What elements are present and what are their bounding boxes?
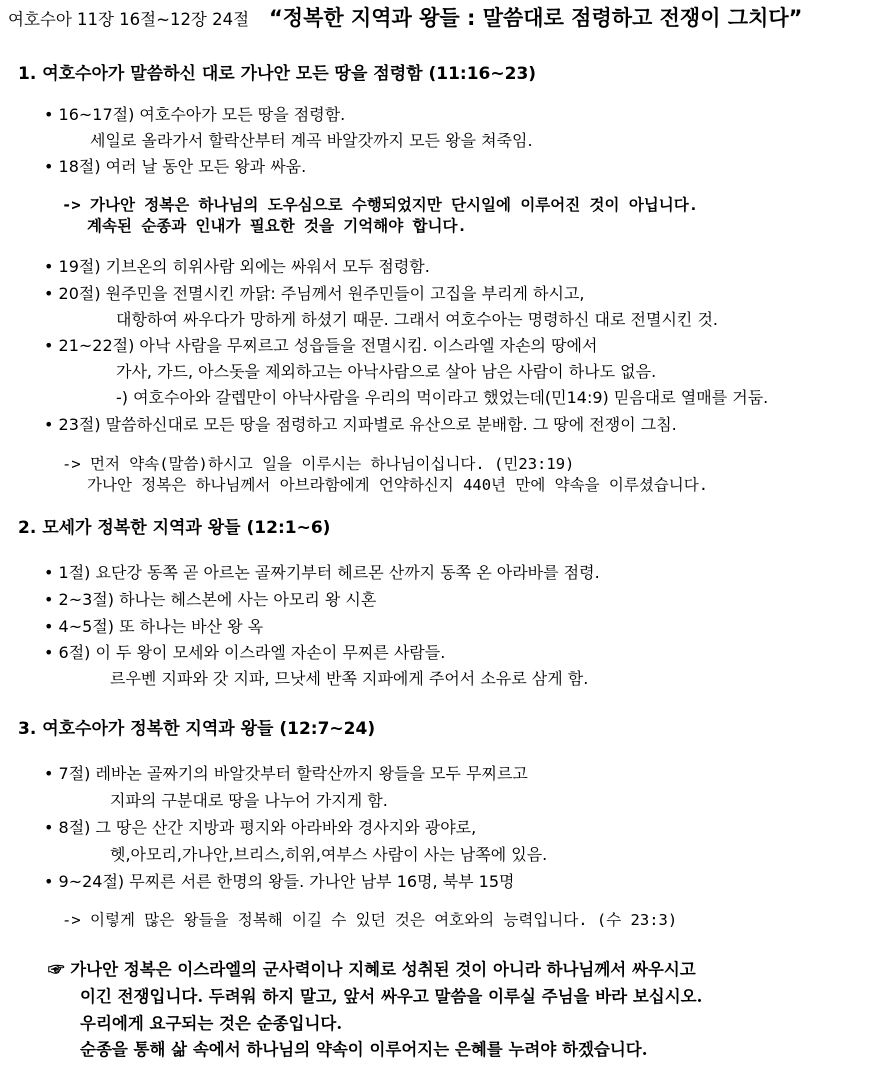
continuation-line: 지파의 구분대로 땅을 나누어 가지게 함. — [110, 791, 388, 810]
note-continuation: 계속된 순종과 인내가 필요한 것을 기억해야 합니다. — [87, 217, 467, 235]
bullet-line: • 2~3절) 하나는 헤스본에 사는 아모리 왕 시혼 — [44, 590, 377, 609]
continuation-line: 대항하여 싸우다가 망하게 하셨기 때문. 그래서 여호수아는 명령하신 대로 전멸시킨 것. — [116, 310, 718, 329]
bullet-line: • 16~17절) 여호수아가 모든 땅을 점령함. — [44, 105, 346, 124]
section-heading-3: 3. 여호수아가 정복한 지역과 왕들 (12:7~24) — [18, 719, 376, 739]
continuation-line: 르우벤 지파와 갓 지파, 므낫세 반쪽 지파에게 주어서 소유로 삼게 함. — [110, 669, 589, 688]
bullet-line: • 18절) 여러 날 동안 모든 왕과 싸움. — [44, 157, 307, 176]
conclusion-line: 이긴 전쟁입니다. 두려워 하지 말고, 앞서 싸우고 말씀을 이루실 주님을 바라 보십시오. — [80, 987, 703, 1006]
conclusion-line: 우리에게 요구되는 것은 순종입니다. — [80, 1014, 343, 1033]
bullet-line: • 4~5절) 또 하나는 바산 왕 옥 — [44, 617, 264, 636]
bullet-line: • 8절) 그 땅은 산간 지방과 평지와 아라바와 경사지와 광야로, — [44, 818, 477, 837]
bullet-line: • 6절) 이 두 왕이 모세와 이스라엘 자손이 무찌른 사람들. — [44, 643, 446, 662]
page-title: “정복한 지역과 왕들 : 말씀대로 점령하고 전쟁이 그치다” — [269, 6, 803, 30]
conclusion-line: 순종을 통해 삶 속에서 하나님의 약속이 이루어지는 은혜를 누려야 하겠습니다. — [80, 1040, 648, 1059]
bullet-line: • 7절) 레바논 골짜기의 바알갓부터 할락산까지 왕들을 모두 무찌르고 — [44, 764, 528, 783]
bullet-line: • 21~22절) 아낙 사람을 무찌르고 성읍들을 전멸시킴. 이스라엘 자손의 땅에서 — [44, 336, 598, 355]
bullet-line: • 23절) 말씀하신대로 모든 땅을 점령하고 지파별로 유산으로 분배함. 그 땅에 전쟁이 그침. — [44, 415, 677, 434]
bullet-line: • 9~24절) 무찌른 서른 한명의 왕들. 가나안 남부 16명, 북부 15명 — [44, 872, 515, 891]
note-line: -> 먼저 약속(말씀)하시고 일을 이루시는 하나님이십니다. (민23:19) — [62, 455, 575, 473]
continuation-line: 세일로 올라가서 할락산부터 계곡 바알갓까지 모든 왕을 쳐죽임. — [90, 131, 533, 150]
note-line: -> 가나안 정복은 하나님의 도우심으로 수행되었지만 단시일에 이루어진 것이 아닙니다. — [62, 196, 699, 214]
bullet-line: • 20절) 원주민을 전멸시킨 까닭: 주님께서 원주민들이 고집을 부리게 하시고, — [44, 284, 585, 303]
scripture-reference: 여호수아 11장 16절~12장 24절 — [8, 10, 250, 29]
conclusion-line: ☞ 가나안 정복은 이스라엘의 군사력이나 지혜로 성취된 것이 아니라 하나님께서 싸우시고 — [48, 960, 696, 979]
continuation-line: 가사, 가드, 아스돗을 제외하고는 아낙사람으로 살아 남은 사람이 하나도 없음. — [116, 362, 657, 381]
bullet-line: • 1절) 요단강 동쪽 곧 아르논 골짜기부터 헤르몬 산까지 동쪽 온 아라바를 점령. — [44, 563, 600, 582]
note-continuation: 가나안 정복은 하나님께서 아브라함에게 언약하신지 440년 만에 약속을 이루셨습니다. — [87, 476, 709, 494]
section-heading-2: 2. 모세가 정복한 지역과 왕들 (12:1~6) — [18, 518, 331, 538]
bullet-line: • 19절) 기브온의 히위사람 외에는 싸워서 모두 점령함. — [44, 257, 430, 276]
continuation-line: 헷,아모리,가나안,브리스,히위,여부스 사람이 사는 남쪽에 있음. — [110, 845, 548, 864]
note-line: -> 이렇게 많은 왕들을 정복해 이길 수 있던 것은 여호와의 능력입니다. (수 23:3) — [62, 911, 678, 929]
continuation-line: -) 여호수아와 갈렙만이 아낙사람을 우리의 먹이라고 했었는데(민14:9) 믿음대로 열매를 거둠. — [116, 388, 769, 407]
section-heading-1: 1. 여호수아가 말씀하신 대로 가나안 모든 땅을 점령함 (11:16~23) — [18, 64, 537, 84]
